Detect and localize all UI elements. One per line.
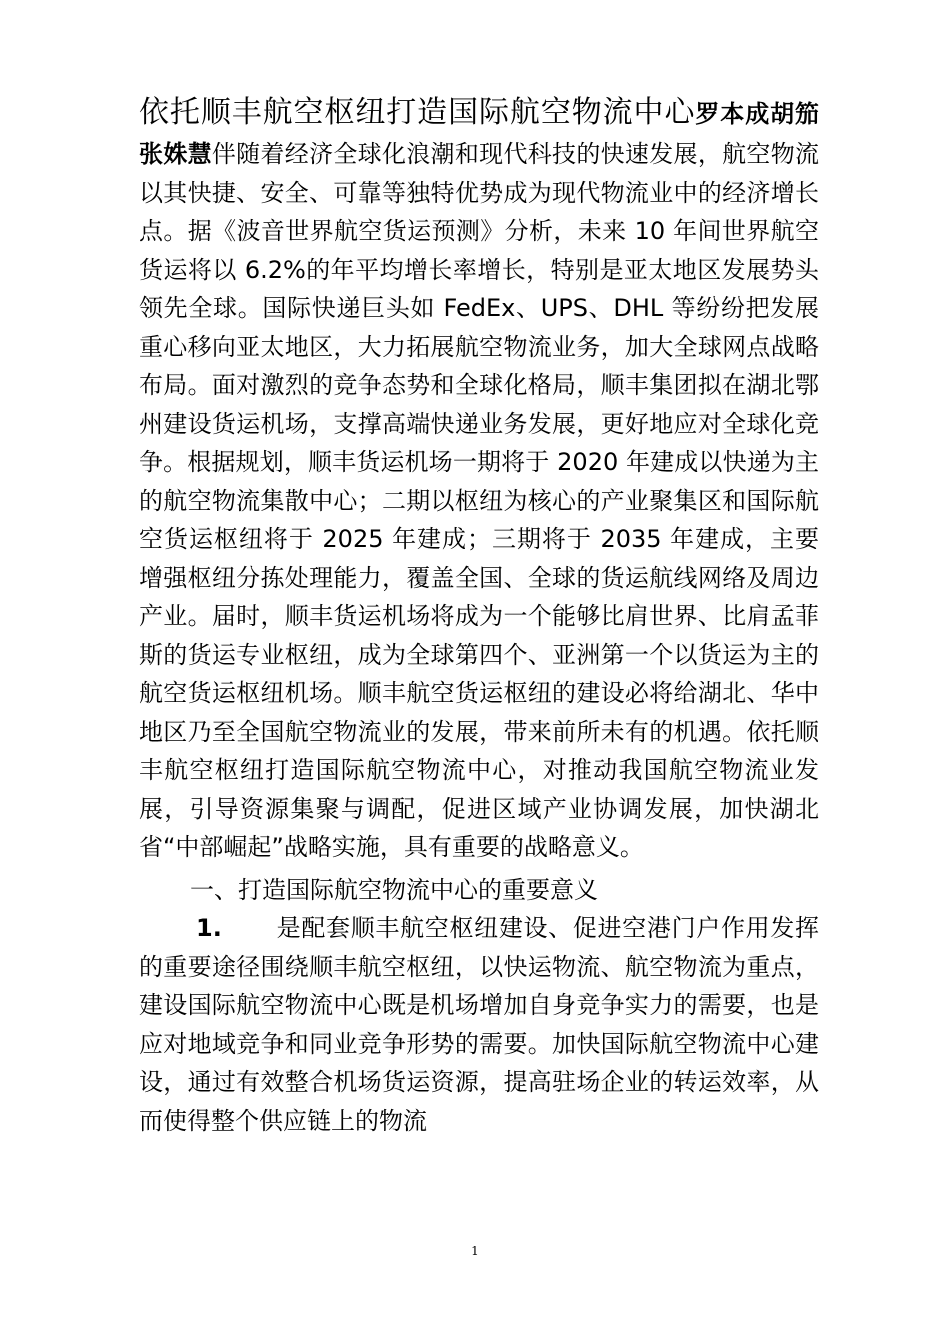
item-text: 是配套顺丰航空枢纽建设、促进空港门户作用发挥的重要途径围绕顺丰航空枢纽，以快运物流、航空物流为重点，建设国际航空物流中心既是机场增加自身竞争实力的需要，也是应对地域竞争和同业竞争形势的需要。加快国际航空物流中心建设，通过有效整合机场货运资源，提高驻场企业的转运效率，从而使得整个供应链上的物流 [139,914,819,1135]
document-authors: 罗本成胡笳张姝慧 [139,100,820,168]
intro-paragraph: 伴随着经济全球化浪潮和现代科技的快速发展，航空物流以其快捷、安全、可靠等独特优势成为现代物流业中的经济增长点。据《波音世界航空货运预测》分析，未来 10 年间世界航空货运将以 6.2%的年平均增长率增长，特别是亚太地区发展势头领先全球。国际快递巨头如 FedEx、UPS、DHL 等纷纷把发展重心移向亚太地区，大力拓展航空物流业务，加大全球网点战略布局。面对激烈的竞争态势和全球化格局，顺丰集团拟在湖北鄂州建设货运机场，支撑高端快递业务发展，更好地应对全球化竞争。根据规划，顺丰货运机场一期将于 2020 年建成以快递为主的航空物流集散中心；二期以枢纽为核心的产业聚集区和国际航空货运枢纽将于 2025 年建成；三期将于 2035 年建成，主要增强枢纽分拣处理能力，覆盖全国、全球的货运航线网络及周边产业。届时，顺丰货运机场将成为一个能够比肩世界、比肩孟菲斯的货运专业枢纽，成为全球第四个、亚洲第一个以货运为主的航空货运枢纽机场。顺丰航空货运枢纽的建设必将给湖北、华中地区乃至全国航空物流业的发展，带来前所未有的机遇。依托顺丰航空枢纽打造国际航空物流中心，对推动我国航空物流业发展，引导资源集聚与调配，促进区域产业协调发展，加快湖北省“中部崛起”战略实施，具有重要的战略意义。 [139,140,819,861]
document-title: 依托顺丰航空枢纽打造国际航空物流中心 [139,95,696,130]
title-paragraph [139,91,819,867]
page-number: 1 [471,1244,479,1258]
document-page [139,91,819,1140]
item-number: 1. [196,914,222,942]
numbered-paragraph [139,909,819,1140]
section-heading: 一、打造国际航空物流中心的重要意义 [190,875,598,904]
